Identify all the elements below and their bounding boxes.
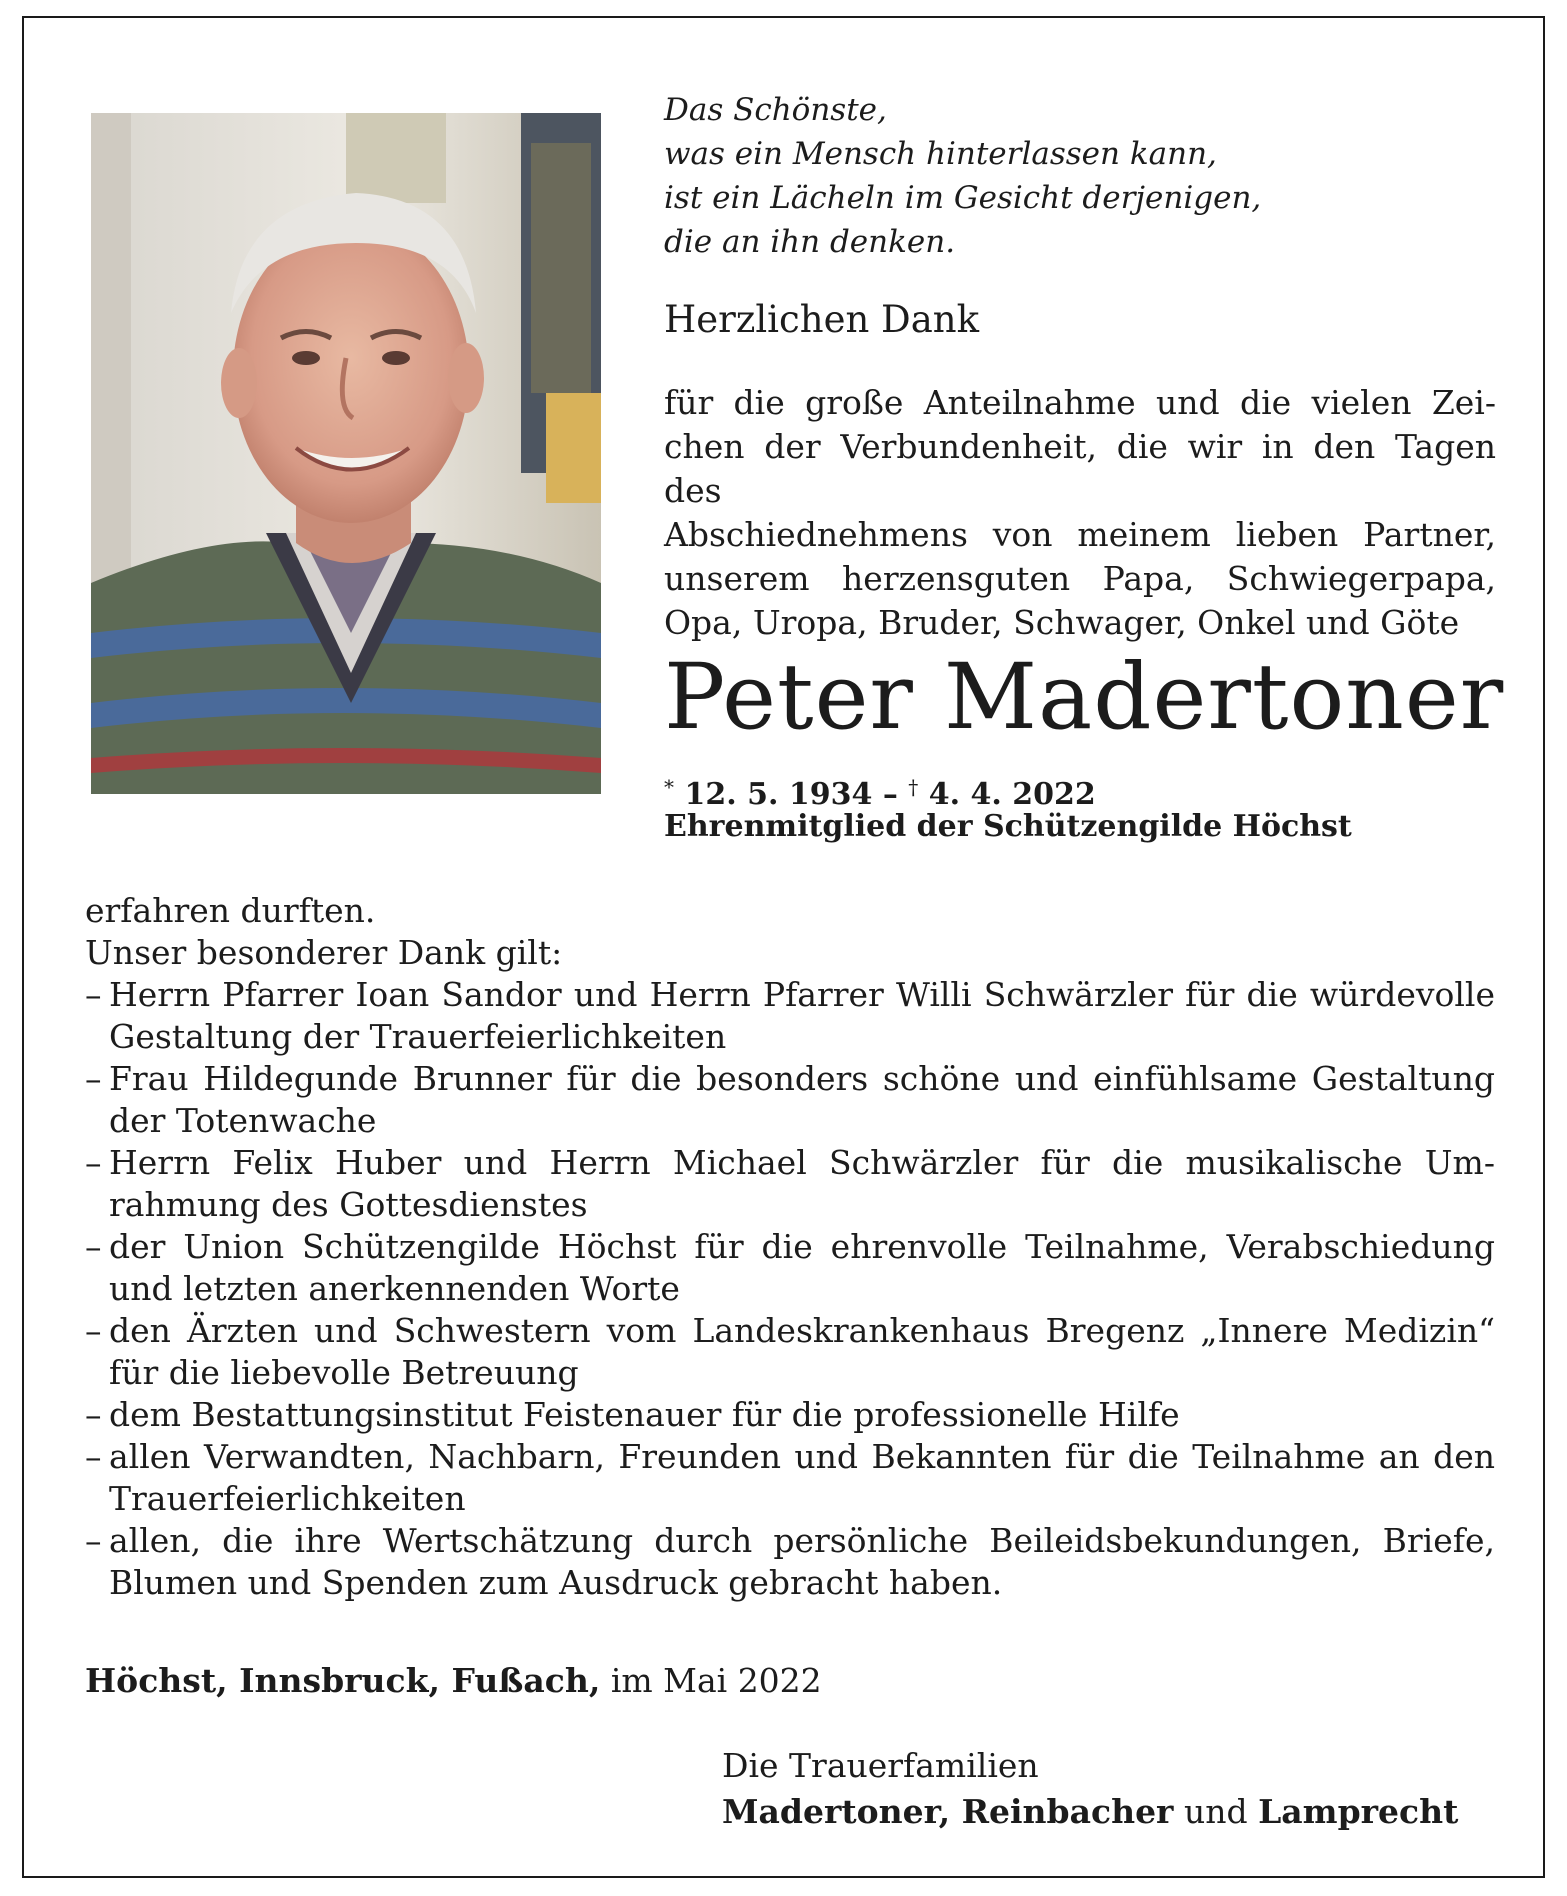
thanks-intro xyxy=(664,381,1496,645)
dank-heading: Unser besonderer Dank gilt: xyxy=(85,933,563,972)
birth-symbol: * xyxy=(664,775,674,799)
list-item xyxy=(85,1436,1495,1520)
dash-bullet: – xyxy=(85,1143,102,1182)
places: Höchst, Innsbruck, Fußach, xyxy=(85,1661,601,1700)
death-symbol: † xyxy=(908,775,919,799)
death-date: 4. 4. 2022 xyxy=(928,777,1096,812)
place-date-line xyxy=(85,1659,822,1703)
quote-line: was ein Mensch hinterlassen kann, xyxy=(664,136,1217,172)
list-item xyxy=(85,1394,1495,1436)
continuation-text: erfahren durften. xyxy=(85,891,376,930)
family-name: Madertoner, Reinbacher xyxy=(722,1792,1174,1831)
portrait-photo xyxy=(91,113,601,794)
birth-date: 12. 5. 1934 xyxy=(684,777,873,812)
closing-date: im Mai 2022 xyxy=(610,1661,822,1700)
dash-bullet: – xyxy=(85,1227,102,1266)
list-item xyxy=(85,974,1495,1058)
list-item-line: rahmung des Gottesdienstes xyxy=(109,1185,588,1224)
list-item-line: Herrn Pfarrer Ioan Sandor und Herrn Pfarrer Willi Schwärzler für die würdevolle xyxy=(109,975,1495,1014)
list-item-line: der Union Schützengilde Höchst für die ehrenvolle Teilnahme, Verabschiedung xyxy=(109,1227,1495,1266)
list-item-line: für die liebevolle Betreuung xyxy=(109,1353,579,1392)
list-item-line: den Ärzten und Schwestern vom Landeskrankenhaus Bregenz „Innere Medizin“ xyxy=(109,1311,1495,1350)
dash-bullet: – xyxy=(85,975,102,1014)
quote-line: ist ein Lächeln im Gesicht derjenigen, xyxy=(664,180,1262,216)
quote-line: Das Schönste, xyxy=(664,92,887,128)
intro-line: chen der Verbundenheit, die wir in den Tagen des xyxy=(664,427,1496,510)
dash-bullet: – xyxy=(85,1311,102,1350)
intro-line: Abschiednehmens von meinem lieben Partner, xyxy=(664,515,1496,554)
dash-bullet: – xyxy=(85,1395,102,1434)
family-name: Lamprecht xyxy=(1258,1792,1459,1831)
list-item xyxy=(85,1226,1495,1310)
list-item xyxy=(85,1058,1495,1142)
list-item-line: Frau Hildegunde Brunner für die besonders schöne und einfühlsame Gestaltung xyxy=(109,1059,1495,1098)
list-item xyxy=(85,1520,1495,1604)
list-item xyxy=(85,1142,1495,1226)
list-item xyxy=(85,1310,1495,1394)
dash-bullet: – xyxy=(85,1059,102,1098)
thanks-heading: Herzlichen Dank xyxy=(664,298,980,341)
quote-line: die an ihn denken. xyxy=(664,224,956,260)
list-item-line: und letzten anerkennenden Worte xyxy=(109,1269,680,1308)
list-item-line: Herrn Felix Huber und Herrn Michael Schwärzler für die musikalische Um- xyxy=(109,1143,1495,1182)
date-separator: – xyxy=(882,777,898,812)
list-item-line: Blumen und Spenden zum Ausdruck gebracht haben. xyxy=(109,1563,1003,1602)
list-item-line: Trauerfeierlichkeiten xyxy=(109,1479,466,1518)
intro-line: für die große Anteilnahme und die vielen Zei- xyxy=(664,383,1496,422)
list-item-line: dem Bestattungsinstitut Feistenauer für die professionelle Hilfe xyxy=(109,1395,1180,1434)
list-item-line: Gestaltung der Trauerfeierlichkeiten xyxy=(109,1017,727,1056)
honorary-role: Ehrenmitglied der Schützengilde Höchst xyxy=(664,809,1352,844)
dash-bullet: – xyxy=(85,1521,102,1560)
family-names xyxy=(722,1789,1458,1835)
intro-line: unserem herzensguten Papa, Schwiegerpapa, xyxy=(664,559,1496,598)
list-item-line: allen Verwandten, Nachbarn, Freunden und Bekannten für die Teilnahme an den xyxy=(109,1437,1495,1476)
notice-body xyxy=(85,890,1495,1604)
signature-intro: Die Trauerfamilien xyxy=(722,1746,1039,1785)
list-item-line: allen, die ihre Wertschätzung durch persönliche Beileidsbekundungen, Briefe, xyxy=(109,1521,1495,1560)
memorial-quote xyxy=(664,88,1496,264)
signature-block xyxy=(722,1743,1458,1835)
conjunction: und xyxy=(1183,1792,1248,1831)
dash-bullet: – xyxy=(85,1437,102,1476)
deceased-name: Peter Madertoner xyxy=(664,645,1505,750)
intro-line: Opa, Uropa, Bruder, Schwager, Onkel und Göte xyxy=(664,603,1460,642)
list-item-line: der Totenwache xyxy=(109,1101,377,1140)
